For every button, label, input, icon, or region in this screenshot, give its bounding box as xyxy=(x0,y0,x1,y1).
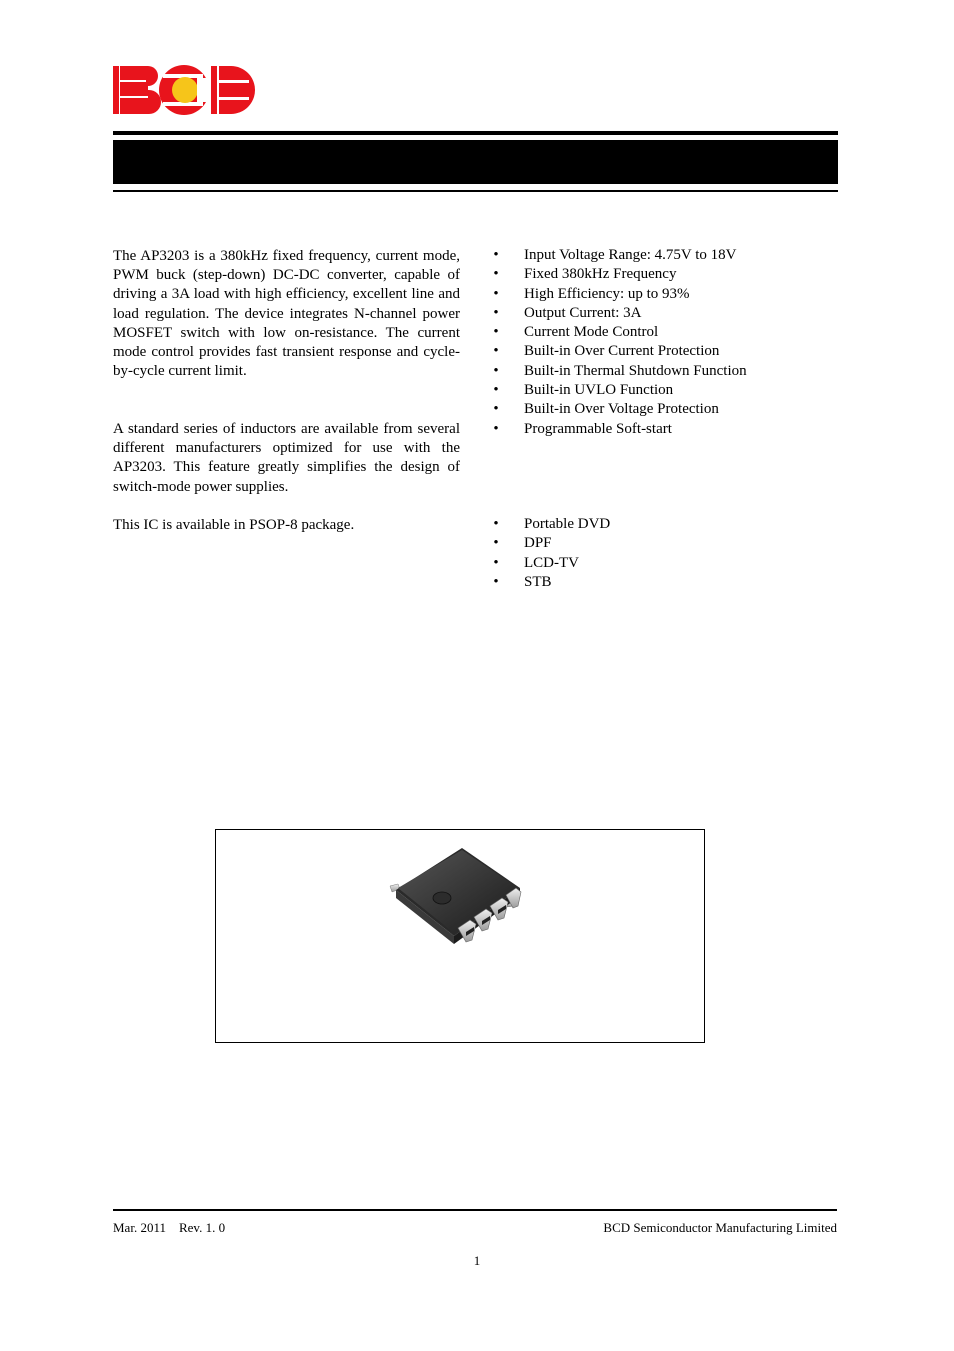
logo-text: BCD xyxy=(113,64,116,65)
application-item: • DPF xyxy=(490,534,820,553)
footer-revision: Rev. 1. 0 xyxy=(178,1220,226,1235)
package-figure-box xyxy=(215,829,705,1043)
description-paragraph-1: The AP3203 is a 380kHz fixed frequency, current mode, PWM buck (step-down) DC-DC converter, capable of driving a 3A load with high efficiency, excellent line and load regulation. The device integrates N-channel power MOSFET switch with low on-resistance. The current mode control provides fast transient response and cycle-by-cycle current limit. xyxy=(113,248,460,380)
bullet: • xyxy=(493,554,499,571)
description-paragraph-2: A standard series of inductors are available from several different manufacturers optimized for use with the AP3203. This feature greatly simplifies the design of switch-mode power supplies. xyxy=(113,421,460,495)
footer-date-revision xyxy=(113,1220,225,1236)
features-list xyxy=(490,246,820,439)
feature-item: • Built-in UVLO Function xyxy=(490,381,820,400)
psop8-chip-image xyxy=(384,848,528,952)
feature-item: • Output Current: 3A xyxy=(490,304,820,323)
bullet: • xyxy=(493,285,499,302)
bullet: • xyxy=(493,362,499,379)
bullet: • xyxy=(493,247,499,263)
applications-list xyxy=(490,515,820,592)
feature-item: • Built-in Over Current Protection xyxy=(490,342,820,361)
footer-rule xyxy=(113,1209,837,1211)
bullet: • xyxy=(493,573,499,590)
feature-item: • Input Voltage Range: 4.75V to 18V xyxy=(490,246,820,265)
bullet: • xyxy=(493,535,499,552)
bullet: • xyxy=(493,516,499,532)
feature-item: • Programmable Soft-start xyxy=(490,420,820,439)
footer-date: Mar. 2011 xyxy=(113,1220,166,1235)
page-number: 1 xyxy=(473,1253,481,1268)
application-item: • STB xyxy=(490,573,820,592)
bullet: • xyxy=(493,266,499,283)
feature-item: • Built-in Thermal Shutdown Function xyxy=(490,362,820,381)
bullet: • xyxy=(493,324,499,341)
footer-company: BCD Semiconductor Manufacturing Limited xyxy=(603,1220,837,1235)
bullet: • xyxy=(493,420,499,437)
bullet: • xyxy=(493,343,499,360)
application-item: • Portable DVD xyxy=(490,515,820,534)
feature-item: • Current Mode Control xyxy=(490,323,820,342)
bullet: • xyxy=(493,382,499,399)
application-item: • LCD-TV xyxy=(490,554,820,573)
title-bar xyxy=(113,140,838,184)
header-rule-bottom xyxy=(113,190,838,192)
bullet: • xyxy=(493,401,499,418)
bullet: • xyxy=(493,304,499,321)
bcd-logo xyxy=(113,64,255,116)
feature-item: • High Efficiency: up to 93% xyxy=(490,285,820,304)
description-paragraph-3: This IC is available in PSOP-8 package. xyxy=(113,517,355,533)
header-rule-top xyxy=(113,131,838,135)
feature-item: • Fixed 380kHz Frequency xyxy=(490,265,820,284)
feature-item: • Built-in Over Voltage Protection xyxy=(490,400,820,419)
